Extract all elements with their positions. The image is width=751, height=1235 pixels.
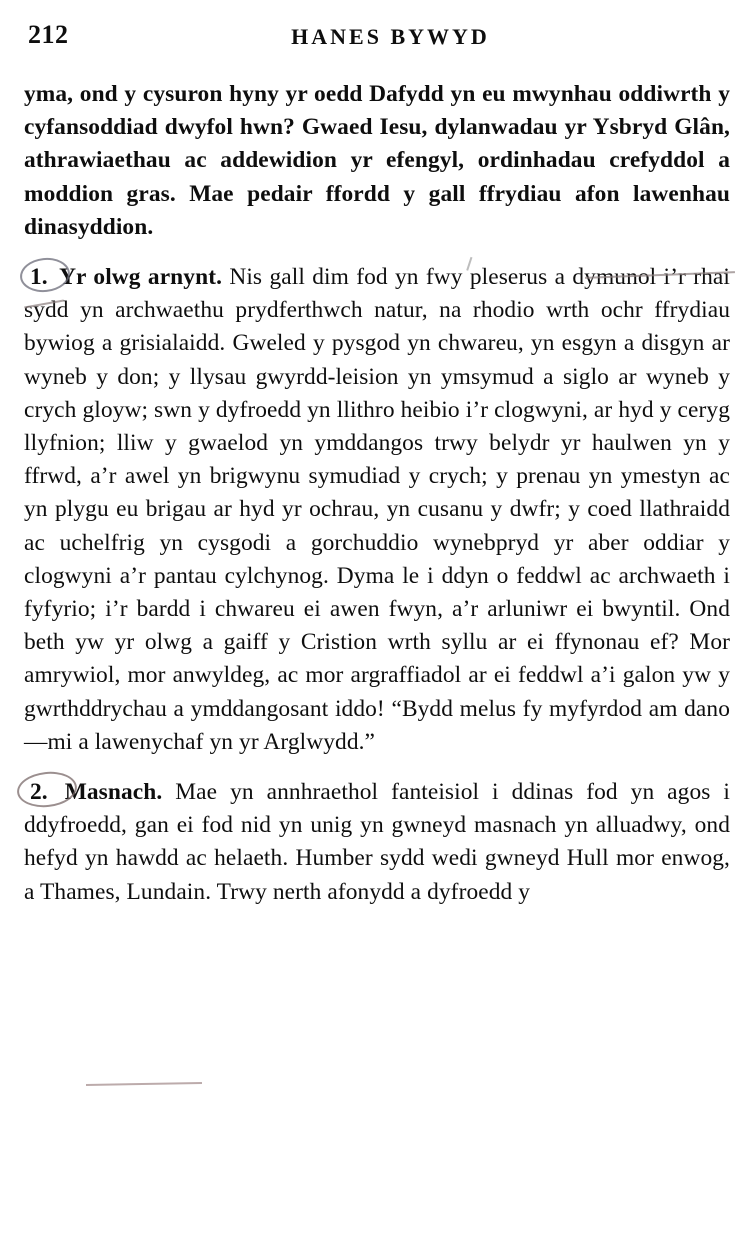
section-2-number-marker: 2. [24,776,52,809]
section-1-number-marker: 1. [24,261,52,294]
paragraph-continuation-text: yma, ond y cysuron hyny yr oedd Dafydd yn eu mwynhau oddiwrth y cyfansoddiad dwyfol hwn? Gwaed Iesu, dylanwadau yr Ysbryd Glân, athrawiaethau ac addewidion yr efengyl, ordinhadau crefyddol a moddion gras. Mae pedair ffordd y gall ffrydiau afon lawenhau dinasyddion. [24,81,730,240]
section-1-title: Yr olwg arnynt. [59,264,223,291]
section-2-text: Mae yn annhraethol fanteisiol i ddinas fod yn agos i ddyfroedd, gan ei fod nid yn unig yn gwneyd masnach yn alluadwy, ond hefyd yn hawdd ac helaeth. Humber sydd wedi gwneyd Hull mor enwog, a Thames, Lundain. Trwy nerth afonydd a dyfroedd y [24,779,730,905]
text-column [24,78,730,909]
section-2-title: Masnach. [64,779,163,806]
section-2 [24,776,730,909]
page-header [0,0,751,64]
running-head: HANES BYWYD [291,24,490,49]
section-1 [24,261,730,759]
paragraph-continuation [24,78,730,244]
section-1-text: Nis gall dim fod yn fwy pleserus a dymunol i’r rhai sydd yn archwaethu prydferthwch natur, na rhodio wrth ochr ffrydiau bywiog a grisialaidd. Gweled y pysgod yn chwareu, yn esgyn a disgyn ar wyneb y don; y llysau gwyrdd-leision yn ymsymud a siglo ar wyneb y crych gloyw; swn y dyfroedd yn llithro heibio i’r clogwyni, ar hyd y ceryg llyfnion; lliw y gwaelod yn ymddangos trwy belydr yr haulwen yn y ffrwd, a’r awel yn brigwynu symudiad y crych; y prenau yn ymestyn ac yn plygu eu brigau ar hyd yr ochrau, yn cusanu y dwfr; y coed llathraidd ac uchelfrig yn cysgodi a gorchuddio wynebpryd yr aber oddiar y clogwyni a’r pantau cylchynog. Dyma le i ddyn o feddwl ac archwaeth i fyfyrio; i’r bardd i chwareu ei awen fwyn, a’r arluniwr ei bwyntil. Ond beth yw yr olwg a gaiff y Cristion wrth syllu ar ei ffynonau ef? Mor amrywiol, mor anwyldeg, ac mor argraffiadol ar ei feddwl a’i galon yw y gwrthddrychau a ymddangosant iddo! “Bydd melus fy myfyrdod am dano—mi a lawenychaf yn yr Arglwydd.” [24,264,731,755]
pencil-underline-icon [86,1082,202,1086]
page-number: 212 [28,20,69,49]
